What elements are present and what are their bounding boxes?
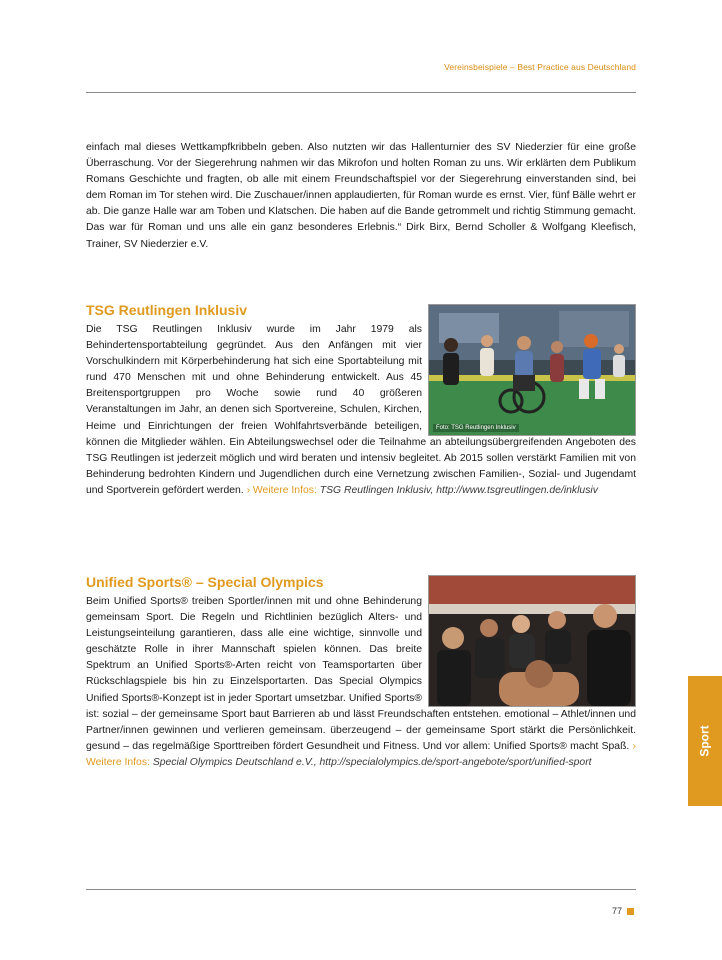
section-unified-text: Beim Unified Sports® treiben Sportler/innen mit und ohne Behinderung gemeinsam Sport. Die Regeln und Richtlinien bezüglich Alters- und Leistungseinteilung garantieren, dass alle eine wichtige, sinnvolle und geschätzte Rolle in ihrer Mannschaft spielen können. Das breite Spektrum an Unified Sports®-Arten reicht von Teamsportarten über Rückschlagspiele bis hin zu Einzelsportarten. Das Special Olympics Unified Sports®-Konzept ist in jeder Sportart umsetzbar. Unified Sports® ist: sozial – der gemeinsame Sport baut Barrieren ab und lässt Freundschaften entstehen. emotional – Athlet/innen und Partner/innen gewinnen und verlieren gemeinsam. überzeugend – der gemeinsame Sport stärkt die Persönlichkeit. gesund – das regelmäßige Sporttreiben fördert Gesundheit und Fitness. Und vor allem: Unified Sports® macht Spaß. [86, 596, 636, 752]
section-title-unified-sports: Unified Sports® – Special Olympics [86, 574, 324, 590]
section-tsg-reutlingen-body [86, 322, 636, 499]
photo-wrap-space [422, 322, 636, 434]
more-info-link-unified[interactable]: › Weitere Infos: [86, 740, 636, 768]
intro-paragraph-block [86, 140, 636, 253]
section-tsg-text: Die TSG Reutlingen Inklusiv wurde im Jahr 1979 als Behindertensportabteilung gegründet. Aus den Anfängen mit vier Vorschulkindern mit Körperbehinderung hat sich eine Sportabteilung mit rund 470 Menschen mit und ohne Behinderung entwickelt. Aus 45 Breitensportgruppen pro Woche sowie rund 40 größeren Veranstaltungen im Jahr, an denen sich Sportvereine, Schulen, Kirchen, Heime und Einrichtungen der freien Wohlfahrtsverbände beteiligen, können die Mitglieder wählen. Ein Abteilungswechsel oder die Teilnahme an abteilungsübergreifenden Angeboten des TSG Reutlingen ist jederzeit möglich und wird beraten und intensiv begleitet. Ab 2015 sollen verstärkt Familien mit von Behinderung bedrohten Kindern und Jugendlichen durch eine Vernetzung zwischen Familien-, Sozial- und Jugendamt und Sportverein gefördert werden. [86, 324, 636, 496]
intro-paragraph: einfach mal dieses Wettkampfkribbeln geben. Also nutzten wir das Hallenturnier des SV Niederzier für eine große Überraschung. Vor der Siegerehrung nahmen wir das Mikrofon und holten Roman zu uns. Wir erklärten dem Publikum Romans Geschichte und fragten, ob alle mit einem Freundschaftspiel vor der Siegerehrung einverstanden sind, bei dem Roman im Tor stehen wird. Die Zuschauer/innen applaudierten, für Roman wurde es ernst. Vier, fünf Bälle wehrt er ab. Die ganze Halle war am Toben und Klatschen. Die haben auf die Bande getrommelt und richtig Stimmung gemacht. Das war für Roman und uns alle ein ganz besonderes Erlebnis.“ Dirk Birx, Bernd Scholler & Wolfgang Kleefisch, Trainer, SV Niederzier e.V. [86, 142, 636, 250]
running-header: Vereinsbeispiele – Best Practice aus Deutschland [444, 62, 636, 72]
header-divider [86, 92, 636, 93]
reference-tsg: TSG Reutlingen Inklusiv, http://www.tsgreutlingen.de/inklusiv [319, 484, 598, 496]
chapter-side-tab[interactable] [688, 676, 722, 806]
more-info-link-tsg[interactable]: › Weitere Infos: [246, 484, 317, 496]
reference-unified: Special Olympics Deutschland e.V., http://specialolympics.de/sport-angebote/sport/unified-sport [152, 756, 592, 768]
photo-credit: Foto: TSG Reutlingen Inklusiv [433, 424, 519, 432]
photo-wrap-space-2 [422, 594, 636, 706]
section-unified-sports-body [86, 594, 636, 771]
section-title-tsg-reutlingen: TSG Reutlingen Inklusiv [86, 302, 248, 318]
page-number: 77 [611, 906, 622, 916]
page-marker-icon [627, 908, 634, 915]
chapter-side-tab-label: Sport [698, 725, 712, 757]
footer-divider [86, 889, 636, 890]
